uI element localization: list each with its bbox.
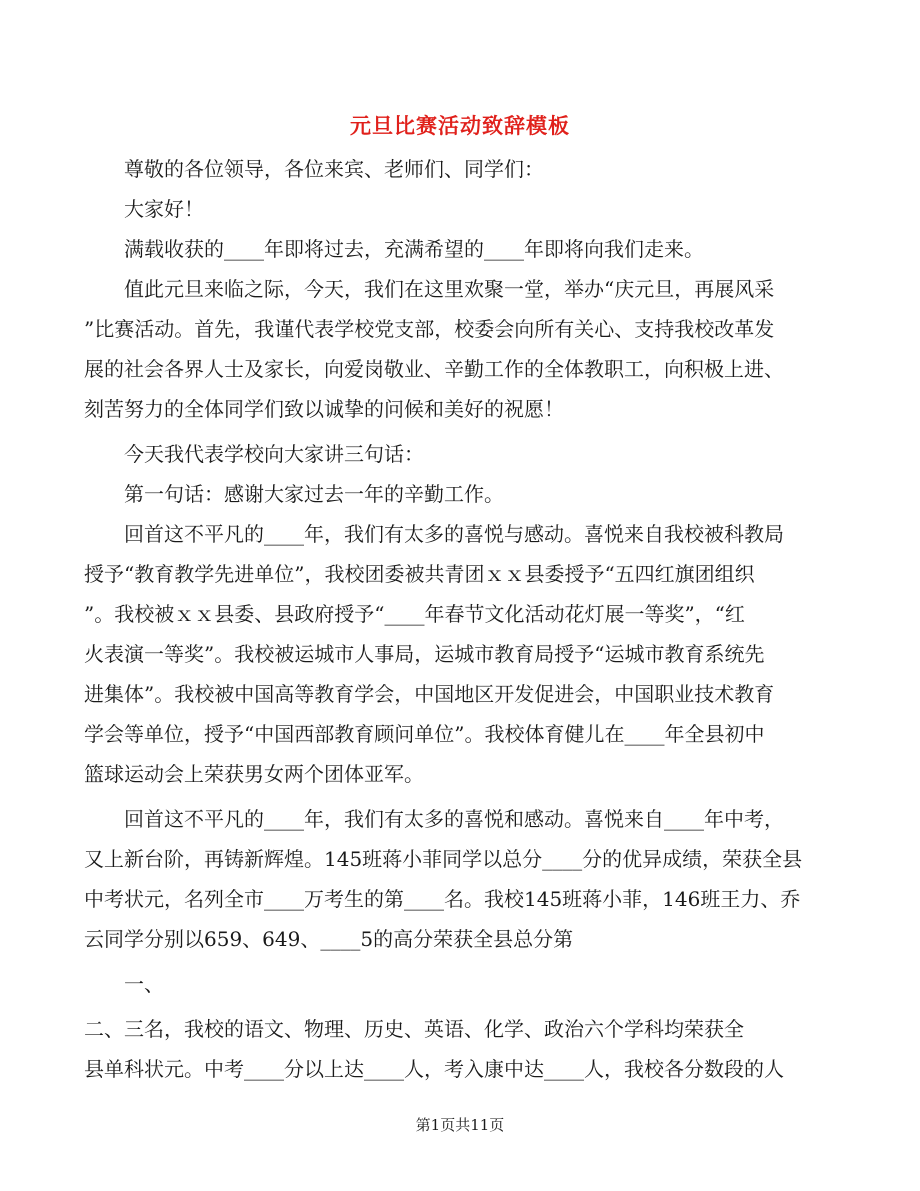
paragraph-occasion — [84, 269, 836, 429]
text-line: 中考状元，名列全市____万考生的第____名。我校145班蒋小菲，146班王力、乔 — [84, 887, 801, 911]
paragraph-greeting — [84, 189, 836, 229]
text-line: 云同学分别以659、649、____5的高分荣获全县总分第 — [84, 927, 574, 951]
text-line: 今天我代表学校向大家讲三句话： — [84, 442, 424, 466]
text-line: 进集体”。我校被中国高等教育学会，中国地区开发促进会，中国职业技术教育 — [84, 682, 775, 706]
text-line: 授予“教育教学先进单位”，我校团委被共青团ｘｘ县委授予“五四红旗团组织 — [84, 562, 755, 586]
paragraph-intro — [84, 229, 836, 269]
text-line: 回首这不平凡的____年，我们有太多的喜悦和感动。喜悦来自____年中考， — [84, 807, 784, 831]
text-line: 火表演一等奖”。我校被运城市人事局，运城市教育局授予“运城市教育系统先 — [84, 642, 765, 666]
text-line: 值此元旦来临之际，今天，我们在这里欢聚一堂，举办“庆元旦，再展风采 — [84, 277, 775, 301]
text-line: 第一句话：感谢大家过去一年的辛勤工作。 — [84, 482, 504, 506]
text-line: 刻苦努力的全体同学们致以诚挚的问候和美好的祝愿！ — [84, 397, 564, 421]
text-line: 展的社会各界人士及家长，向爱岗敬业、辛勤工作的全体教职工，向积极上进、 — [84, 357, 784, 381]
paragraph-first-sentence — [84, 474, 836, 514]
text-line: 一、 — [84, 972, 164, 996]
paragraph-three-sentences — [84, 434, 836, 474]
document-title: 元旦比赛活动致辞模板 — [350, 113, 570, 138]
text-line: ”。我校被ｘｘ县委、县政府授予“____年春节文化活动花灯展一等奖”，“红 — [84, 602, 745, 626]
text-line: 大家好！ — [84, 197, 204, 221]
text-line: 县单科状元。中考____分以上达____人，考入康中达____人，我校各分数段的人 — [84, 1057, 784, 1081]
text-line: 满载收获的____年即将过去，充满希望的____年即将向我们走来。 — [84, 237, 704, 261]
text-line: 尊敬的各位领导，各位来宾、老师们、同学们： — [84, 157, 544, 181]
page-number-footer: 第1页共11页 — [415, 1116, 505, 1134]
paragraph-list-one — [84, 964, 836, 1004]
text-line: ”比赛活动。首先，我谨代表学校党支部，校委会向所有关心、支持我校改革发 — [84, 317, 775, 341]
paragraph-list-two — [84, 1009, 836, 1089]
text-line: 篮球运动会上荣获男女两个团体亚军。 — [84, 762, 424, 786]
paragraph-salutation — [84, 149, 836, 189]
text-line: 又上新台阶，再铸新辉煌。145班蒋小菲同学以总分____分的优异成绩，荣获全县 — [84, 847, 803, 871]
paragraph-review-honors — [84, 514, 836, 794]
text-line: 二、三名，我校的语文、物理、历史、英语、化学、政治六个学科均荣获全 — [84, 1017, 744, 1041]
paragraph-review-exams — [84, 799, 836, 959]
text-line: 学会等单位，授予“中国西部教育顾问单位”。我校体育健儿在____年全县初中 — [84, 722, 765, 746]
text-line: 回首这不平凡的____年，我们有太多的喜悦与感动。喜悦来自我校被科教局 — [84, 522, 784, 546]
